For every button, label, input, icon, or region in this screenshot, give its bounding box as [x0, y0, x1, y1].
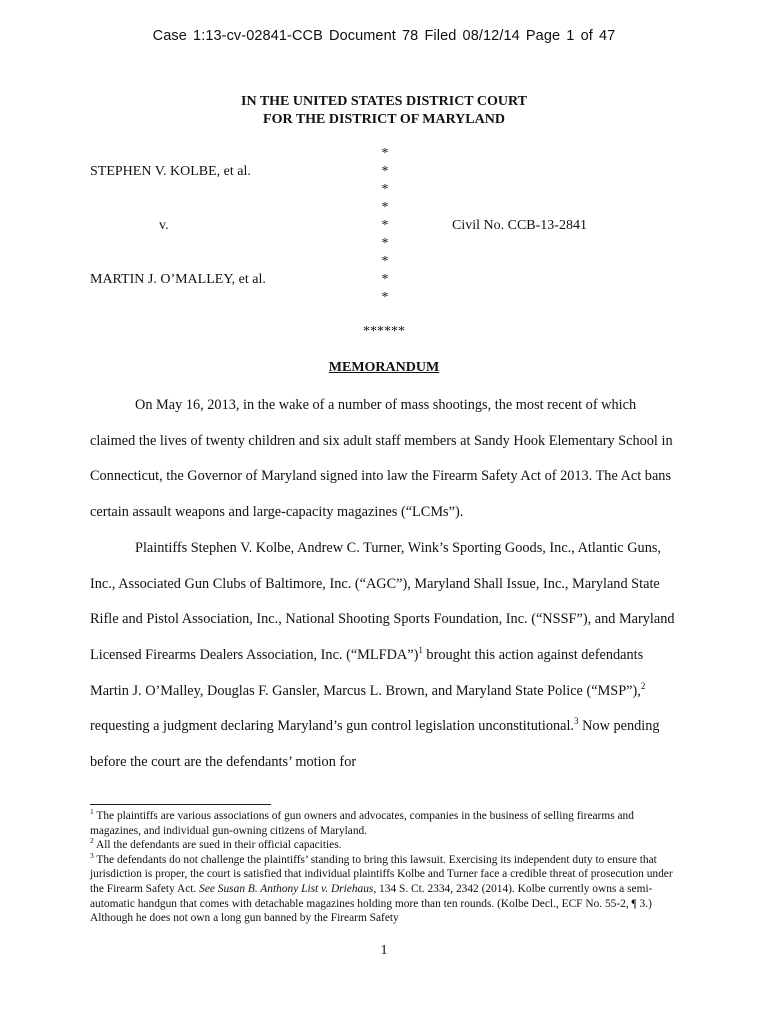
- footnote-text: The plaintiffs are various associations of gun owners and advocates, companies in the business of selling firearms and magazines, and individual gun-owning citizens of Maryland.: [90, 810, 634, 837]
- caption-star: *: [381, 146, 389, 161]
- footnote-ref-3: 3: [574, 716, 579, 727]
- footnote-text: , 134 S. Ct. 2334, 2342 (2014). Kolbe currently owns a semi-automatic handgun that comes with detachable magazines holding more than ten rounds. (Kolbe Decl., ECF No. 55-2, ¶ 3.) Although he does not own a long gun banned by the Firearm Safety: [90, 882, 653, 925]
- footnote-1: [90, 809, 680, 838]
- footnote-separator: [90, 804, 271, 805]
- caption-star: *: [381, 182, 389, 197]
- caption-star: *: [381, 290, 389, 305]
- footnotes: [90, 809, 680, 926]
- footnote-3: [90, 850, 680, 926]
- footnote-text: All the defendants are sued in their official capacities.: [93, 839, 342, 852]
- footnote-number: 1: [90, 807, 94, 817]
- paragraph-1: On May 16, 2013, in the wake of a number of mass shootings, the most recent of which claimed the lives of twenty children and six adult staff members at Sandy Hook Elementary School in Connecticut, the Governor of Maryland signed into law the Firearm Safety Act of 2013. The Act bans certain assault weapons and large-capacity magazines (“LCMs”).: [90, 397, 673, 521]
- caption-star: *: [381, 272, 389, 287]
- document-title: MEMORANDUM: [328, 360, 440, 375]
- footnote-number: 2: [90, 836, 94, 846]
- caption-star: *: [381, 164, 389, 179]
- paragraph-2: [90, 531, 680, 781]
- caption-star: *: [381, 218, 389, 233]
- paragraph-2-text: requesting a judgment declaring Maryland’s gun control legislation unconstitutional.: [90, 718, 575, 735]
- case-number: Civil No. CCB-13-2841: [452, 218, 587, 233]
- page-number: 1: [380, 943, 388, 958]
- section-divider: ******: [363, 324, 405, 339]
- case-citation: See Susan B. Anthony List v. Driehaus: [199, 882, 374, 895]
- paragraph-2-text: brought this action against defendants Martin J. O’Malley, Douglas F. Gansler, Marcus L. Brown, and Maryland State Police (“MSP”),: [90, 646, 644, 699]
- footnote-ref-2: 2: [640, 680, 646, 691]
- defendant-name: MARTIN J. O’MALLEY, et al.: [90, 272, 266, 287]
- footnote-2: [90, 838, 680, 853]
- paragraph-2-text: Now pending before the court are the defendants’ motion for: [90, 718, 660, 771]
- court-name-line1: IN THE UNITED STATES DISTRICT COURT: [241, 94, 527, 109]
- footnote-text: The defendants do not challenge the plaintiffs’ standing to bring this lawsuit. Exercising its independent duty to ensure that jurisdiction is proper, the court is satisfied that individual plaintiffs Kolbe and Turner face a credible threat of prosecution under the Firearm Safety Act.: [90, 853, 673, 895]
- footnote-number: 3: [90, 850, 94, 860]
- court-name-line2: FOR THE DISTRICT OF MARYLAND: [263, 112, 505, 127]
- caption-star-column: [380, 145, 390, 307]
- caption-star: *: [381, 236, 389, 251]
- caption-star: *: [381, 200, 389, 215]
- body-text: [90, 388, 680, 781]
- case-header: Case 1:13-cv-02841-CCB Document 78 Filed 08/12/14 Page 1 of 47: [152, 28, 616, 44]
- versus-label: v.: [159, 218, 169, 233]
- footnote-ref-1: 1: [418, 645, 423, 656]
- caption-star: *: [381, 254, 389, 269]
- plaintiff-name: STEPHEN V. KOLBE, et al.: [90, 164, 251, 179]
- paragraph-2-text: Plaintiffs Stephen V. Kolbe, Andrew C. Turner, Wink’s Sporting Goods, Inc., Atlantic Guns, Inc., Associated Gun Clubs of Baltimore, Inc. (“AGC”), Maryland Shall Issue, Inc., Maryland State Rifle and Pistol Association, Inc., National Shooting Sports Foundation, Inc. (“NSSF”), and Maryland Licensed Firearms Dealers Association, Inc. (“MLFDA”): [90, 539, 675, 663]
